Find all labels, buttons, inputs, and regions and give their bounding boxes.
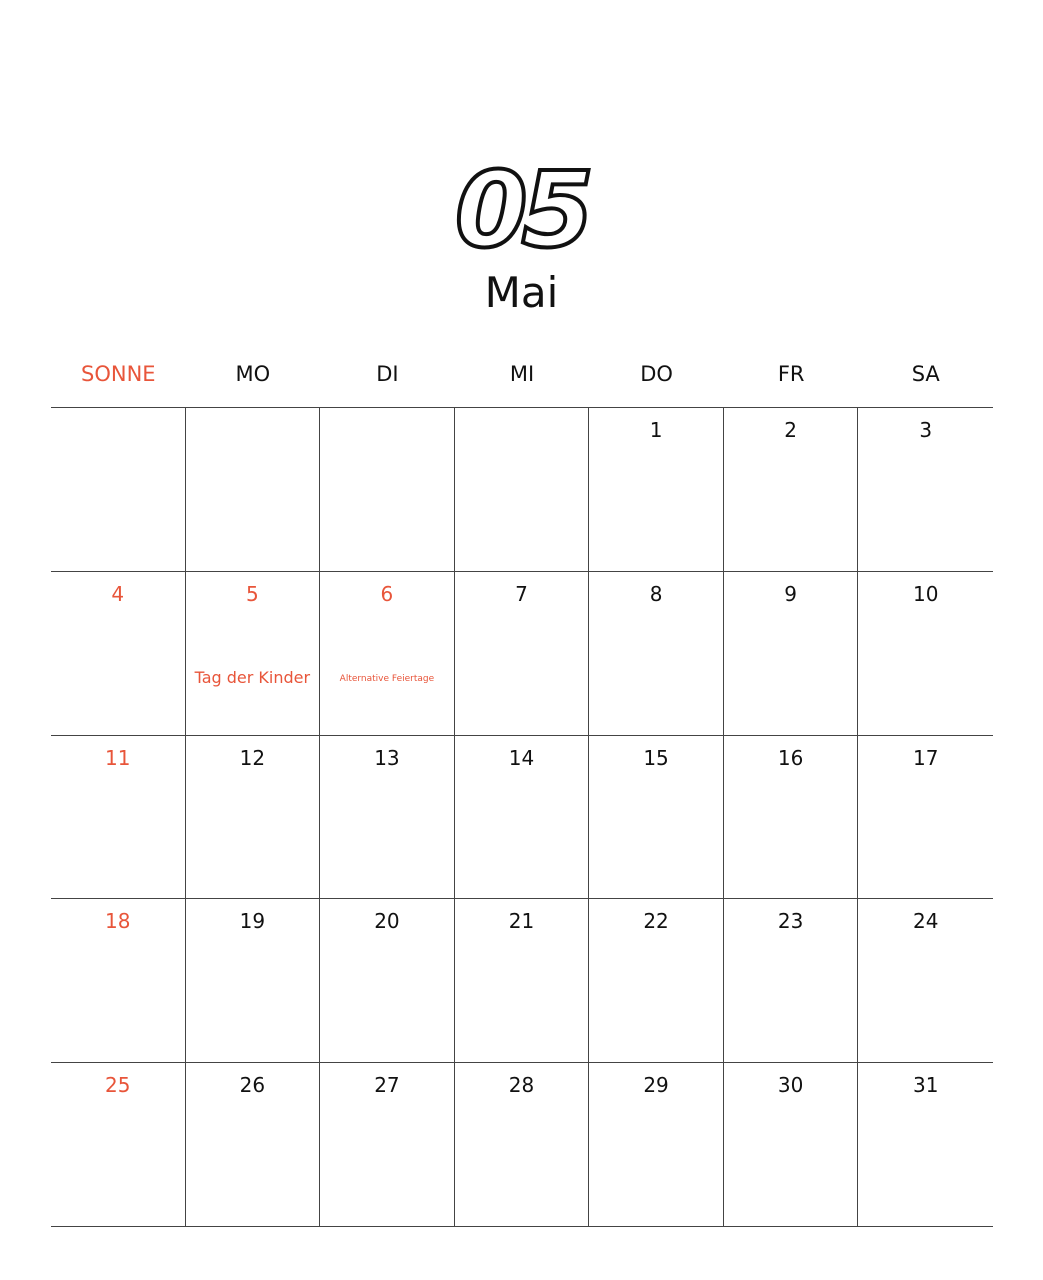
day-cell [858, 899, 993, 1063]
weekday-header [51, 352, 993, 407]
day-cell [186, 1063, 321, 1227]
day-cell [858, 572, 993, 736]
day-number: 23 [777, 909, 804, 934]
weekday-sunday: SONNE [81, 362, 156, 386]
day-number: 9 [784, 581, 797, 606]
day-cell [455, 572, 590, 736]
day-cell [724, 736, 859, 900]
day-number: 27 [374, 1073, 400, 1098]
day-cell [320, 736, 455, 900]
day-number: 31 [912, 1073, 939, 1098]
month-number: 05 [455, 149, 588, 271]
weekday-friday: FR [777, 362, 805, 386]
day-number: 25 [105, 1073, 131, 1098]
day-cell [858, 408, 993, 572]
day-number: 29 [643, 1073, 669, 1098]
day-number: 4 [111, 581, 125, 606]
day-number: 16 [777, 745, 804, 770]
day-number: 7 [515, 581, 528, 606]
day-cell [589, 572, 724, 736]
day-cell [455, 1063, 590, 1227]
holiday-note: Alternative Feiertage [339, 673, 435, 684]
day-cell [858, 736, 993, 900]
day-number: 3 [919, 418, 933, 442]
empty-day-cell [455, 408, 590, 572]
day-number: 6 [380, 581, 394, 606]
day-cell [858, 1063, 993, 1227]
day-number: 22 [643, 909, 669, 934]
empty-day-cell [320, 408, 455, 572]
day-number: 8 [649, 581, 663, 606]
day-number: 13 [374, 745, 400, 770]
day-number: 15 [643, 745, 669, 770]
day-cell [320, 899, 455, 1063]
empty-day-cell [186, 408, 321, 572]
weekday-saturday: SA [911, 362, 940, 386]
empty-day-cell [51, 408, 186, 572]
day-number: 24 [912, 909, 939, 934]
weekday-tuesday: DI [376, 362, 399, 386]
day-cell [51, 736, 186, 900]
day-cell [724, 1063, 859, 1227]
day-number: 11 [105, 745, 131, 770]
month-name: Mai [484, 268, 559, 317]
day-cell [455, 899, 590, 1063]
day-cell [724, 899, 859, 1063]
day-number: 28 [508, 1073, 535, 1098]
day-number: 30 [777, 1073, 804, 1098]
weekday-wednesday: MI [509, 362, 535, 386]
day-cell [51, 899, 186, 1063]
day-cell [186, 899, 321, 1063]
day-cell [589, 1063, 724, 1227]
day-number: 20 [374, 909, 400, 934]
day-number: 2 [784, 418, 797, 442]
calendar-grid [51, 407, 993, 1227]
day-cell [589, 736, 724, 900]
day-cell [186, 736, 321, 900]
day-number: 18 [105, 909, 131, 934]
holiday-note: Tag der Kinder [194, 667, 311, 687]
day-cell [51, 1063, 186, 1227]
day-cell [320, 572, 455, 736]
day-number: 1 [649, 418, 663, 442]
day-cell [589, 408, 724, 572]
day-number: 14 [508, 745, 535, 770]
day-cell [186, 572, 321, 736]
weekday-monday: MO [235, 362, 271, 386]
day-number: 10 [912, 581, 939, 606]
day-cell [51, 572, 186, 736]
day-number: 5 [245, 581, 259, 606]
weekday-thursday: DO [640, 362, 673, 386]
day-cell [724, 408, 859, 572]
day-number: 17 [912, 745, 939, 770]
day-cell [320, 1063, 455, 1227]
day-number: 19 [239, 909, 266, 934]
day-number: 21 [508, 909, 535, 934]
day-cell [455, 736, 590, 900]
day-number: 26 [239, 1073, 266, 1098]
day-cell [589, 899, 724, 1063]
day-number: 12 [239, 745, 266, 770]
day-cell [724, 572, 859, 736]
